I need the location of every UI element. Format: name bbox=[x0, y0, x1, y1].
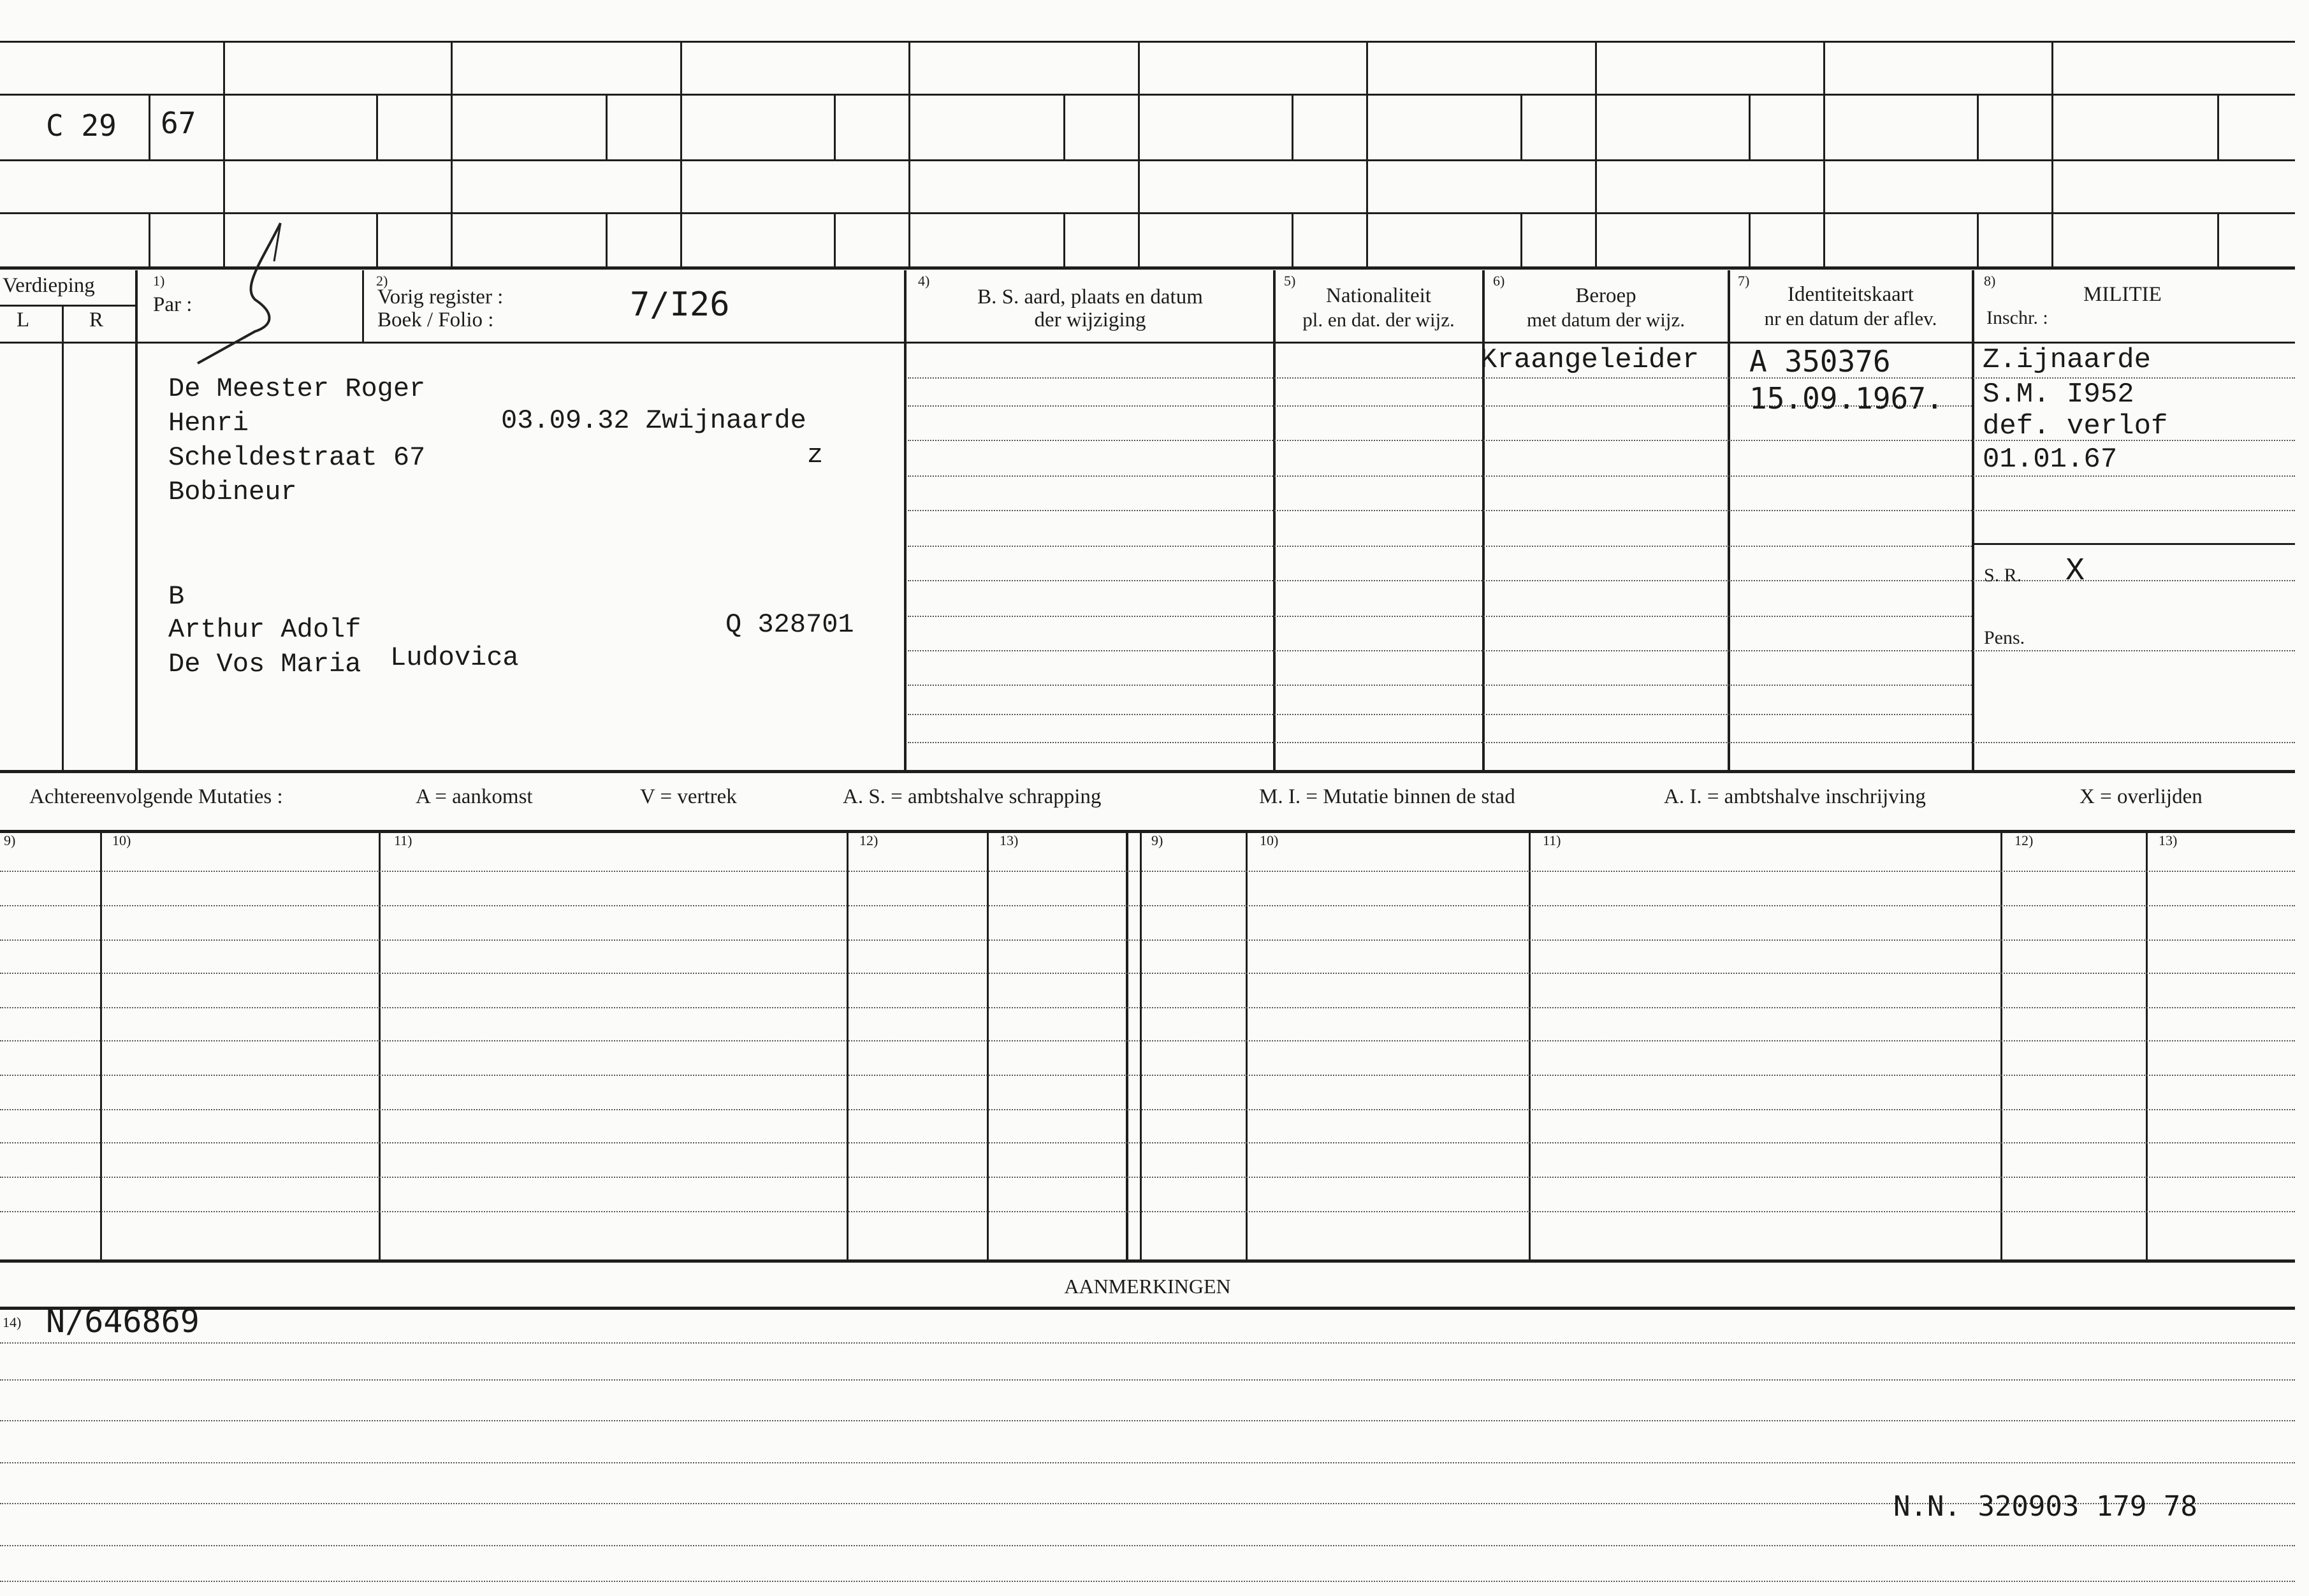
mut-col-10b: 10) bbox=[1260, 832, 1279, 848]
militie-line4: 01.01.67 bbox=[1983, 444, 2118, 475]
nationaliteit-header-line2: pl. en dat. der wijz. bbox=[1302, 308, 1455, 331]
legend-aankomst: A = aankomst bbox=[416, 785, 533, 808]
note-5: 5) bbox=[1284, 273, 1296, 289]
beroep-header-line1: Beroep bbox=[1575, 284, 1636, 307]
id-card-date: 15.09.1967. bbox=[1749, 381, 1944, 416]
col-r-label: R bbox=[89, 308, 104, 331]
nationaliteit-header-line1: Nationaliteit bbox=[1326, 284, 1431, 307]
mut-col-10: 10) bbox=[112, 832, 131, 848]
legend-vertrek: V = vertrek bbox=[640, 785, 737, 808]
legend-schrapping: A. S. = ambtshalve schrapping bbox=[843, 785, 1102, 808]
person-birth: 03.09.32 Zwijnaarde bbox=[501, 405, 806, 436]
aanmerkingen-title: AANMERKINGEN bbox=[1064, 1275, 1231, 1298]
nn-number: N.N. 320903 179 78 bbox=[1893, 1490, 2197, 1523]
beroep-value: Kraangeleider bbox=[1480, 344, 1700, 376]
person-firstname: Henri bbox=[168, 408, 249, 439]
mut-col-13b: 13) bbox=[2159, 832, 2178, 848]
father-number: Q 328701 bbox=[725, 609, 854, 640]
legend-overlijden: X = overlijden bbox=[2080, 785, 2203, 808]
note-2: 2) bbox=[376, 273, 388, 289]
note-1: 1) bbox=[153, 273, 165, 289]
mut-col-12b: 12) bbox=[2014, 832, 2034, 848]
col-l-label: L bbox=[17, 308, 30, 331]
militie-line2: S.M. I952 bbox=[1983, 379, 2134, 410]
vorig-register-value: 7/I26 bbox=[630, 286, 730, 324]
sr-mark: X bbox=[2065, 553, 2085, 590]
note-7: 7) bbox=[1738, 273, 1750, 289]
note-6: 6) bbox=[1493, 273, 1505, 289]
boek-folio-label: Boek / Folio : bbox=[377, 308, 494, 331]
militie-header: MILITIE bbox=[2083, 283, 2162, 306]
card-code: C 29 bbox=[46, 108, 117, 143]
pens-label: Pens. bbox=[1984, 627, 2025, 648]
card-number: 67 bbox=[161, 106, 196, 140]
person-occupation: Bobineur bbox=[168, 477, 297, 507]
aanmerkingen-value: N/646869 bbox=[46, 1303, 200, 1340]
note-4: 4) bbox=[918, 273, 930, 289]
mut-col-13: 13) bbox=[1000, 832, 1019, 848]
person-b-mark: B bbox=[168, 581, 185, 612]
legend-title: Achtereenvolgende Mutaties : bbox=[29, 785, 283, 808]
militie-divider bbox=[1972, 543, 2295, 545]
militie-line3: def. verlof bbox=[1983, 410, 2168, 442]
inschr-label: Inschr. : bbox=[1986, 307, 2048, 328]
mut-col-12: 12) bbox=[859, 832, 878, 848]
id-card-number: A 350376 bbox=[1749, 344, 1891, 379]
person-z-mark: z bbox=[807, 440, 824, 470]
militie-line1: Z.ijnaarde bbox=[1983, 344, 2152, 376]
note-14: 14) bbox=[3, 1314, 22, 1330]
person-address: Scheldestraat 67 bbox=[168, 442, 426, 473]
par-label: Par : bbox=[153, 293, 193, 316]
mut-col-11: 11) bbox=[394, 832, 412, 848]
father-name: Arthur Adolf bbox=[168, 614, 361, 645]
mut-col-9: 9) bbox=[4, 832, 16, 848]
mother-name: De Vos Maria bbox=[168, 649, 361, 679]
id-header-line2: nr en datum der aflev. bbox=[1764, 307, 1937, 330]
vorig-register-label: Vorig register : bbox=[377, 286, 504, 308]
bs-header-line2: der wijziging bbox=[1034, 308, 1146, 331]
id-header-line1: Identiteitskaart bbox=[1788, 283, 1914, 306]
legend-inschrijving: A. I. = ambtshalve inschrijving bbox=[1664, 785, 1926, 808]
mother-extra-name: Ludovica bbox=[390, 642, 519, 673]
aanmerkingen-top-line bbox=[0, 1307, 2295, 1310]
legend-mutatie: M. I. = Mutatie binnen de stad bbox=[1259, 785, 1515, 808]
verdieping-label: Verdieping bbox=[3, 274, 95, 297]
sr-label: S. R. bbox=[1984, 565, 2022, 586]
beroep-header-line2: met datum der wijz. bbox=[1527, 308, 1685, 331]
mut-col-11b: 11) bbox=[1543, 832, 1561, 848]
note-8: 8) bbox=[1984, 273, 1996, 289]
par-scribble bbox=[185, 217, 312, 376]
person-name: De Meester Roger bbox=[168, 374, 426, 404]
bs-header-line1: B. S. aard, plaats en datum bbox=[977, 286, 1203, 308]
mut-col-9b: 9) bbox=[1151, 832, 1163, 848]
